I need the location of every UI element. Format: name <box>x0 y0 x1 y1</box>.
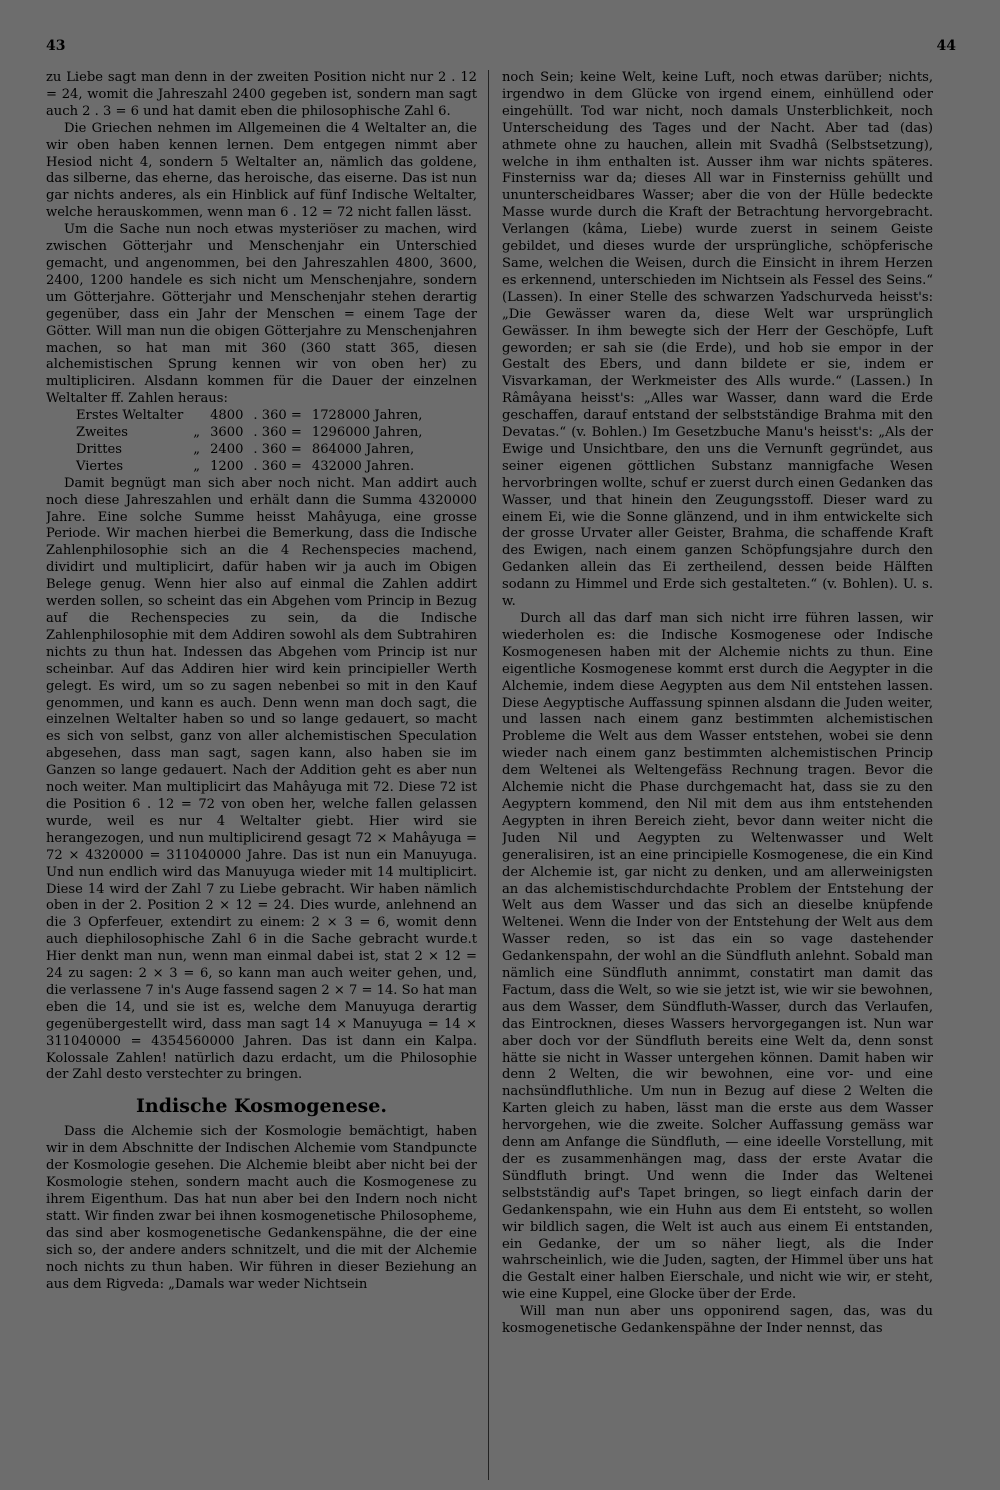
age-years: 4800 <box>210 408 244 424</box>
age-multiplier: . 360 = <box>253 425 302 441</box>
column-divider <box>488 70 489 1480</box>
age-ditto: „ <box>193 425 201 441</box>
right-paragraph-2: Durch all das darf man sich nicht irre führen lassen, wir wiederholen es: die Indische Kosmogenese oder Indische Kosmogenesen haben mit der Alchemie nichts zu thun. Eine eigentliche Kosmogenese kommt erst durch die Aegypter in die Alchemie, indem diese Aegypten aus dem Nil entstehen lassen. Diese Aegyptische Auffassung spinnen alsdann die Juden weiter, und lassen nach einem ganz bestimmten alchemistischen Probleme die Welt aus dem Wasser entstehen, wobei sie denn wieder nach einem ganz bestimmten alchemistischen Princip dem Weltenei als Weltengefäss Rechnung tragen. Bevor die Alchemie nicht die Phase durchgemacht hat, dass sie zu den Aegyptern kommend, den Nil mit dem aus ihm entstehenden Aegypten in ihren Bereich zieht, bevor dann weiter nicht die Juden Nil und Aegypten zu Weltenwasser und Welt generalisiren, ist an eine principielle Kosmogenese, die ein Kind der Alchemie ist, gar nicht zu denken, und am allerweinigsten an das alchemistischdurchdachte Problem der Entstehung der Welt aus dem Wasser und das sich an dieselbe knüpfende Weltenei. Wenn die Inder von der Entstehung der Welt aus dem Wasser reden, so ist das ein so vage dastehender Gedankenspahn, der wohl an die Sündfluth anlehnt. Sobald man nämlich eine Sündfluth annimmt, constatirt man damit das Factum, dass die Welt, so wie sie jetzt ist, wie wir sie bewohnen, aus dem Wasser, dem Sündfluth-Wasser, durch das Verlaufen, das Eintrocknen, dieses Wassers hervorgegangen ist. Nun war aber doch vor der Sündfluth bereits eine Welt da, denn sonst hätte sie nicht in Wasser untergehen können. Damit haben wir denn 2 Welten, die wir bewohnen, eine vor- und eine nachsündfluthliche. Um nun in Bezug auf diese 2 Welten die Karten gleich zu haben, lässt man die erste aus dem Wasser hervorgehen, wie die zweite. Solcher Auffassung gemäss war denn am Anfange die Sündfluth, — eine ideelle Vorstellung, mit der es zusammenhängen mag, dass der erste Avatar die Sündfluth bringt. Und wenn die Inder das Weltenei selbstständig auf's Tapet bringen, so liegt einfach darin der Gedankenspahn, wie ein Huhn aus dem Ei entsteht, so wollen wir bildlich sagen, die Welt ist auch aus einem Ei entstanden, ein Gedanke, der um so näher liegt, als die Inder wahrscheinlich, wie die Juden, sagten, der Himmel über uns hat die Gestalt einer halben Eierschale, und nicht wie wir, er steht, wie eine Kuppel, eine Glocke über der Erde. <box>502 611 933 1303</box>
age-years: 2400 <box>210 441 244 457</box>
table-row <box>76 408 432 425</box>
age-result: 1296000 Jahren, <box>311 425 423 441</box>
age-years: 3600 <box>210 425 244 441</box>
age-name: Zweites <box>76 425 128 441</box>
right-column <box>502 70 933 1480</box>
page-number-right: 44 <box>936 38 956 54</box>
age-multiplier: . 360 = <box>253 441 302 457</box>
left-paragraph-2: Die Griechen nehmen im Allgemeinen die 4 Weltalter an, die wir oben haben kennen lernen. Dem entgegen nimmt aber Hesiod nicht 4, sondern 5 Weltalter an, nämlich das goldene, das silberne, das eherne, das heroische, das eiserne. Das ist nun gar nichts anderes, als ein Hinblick auf fünf Indische Weltalter, welche herauskommen, wenn man 6 . 12 = 72 nicht fallen lässt. <box>46 120 477 221</box>
age-name: Viertes <box>76 458 124 474</box>
right-paragraph-1: noch Sein; keine Welt, keine Luft, noch etwas darüber; nichts, irgendwo in dem Glücke von irgend einem, einhüllend oder eingehüllt. Tod war nicht, noch damals Unsterblichkeit, noch Unterscheidung des Tages und der Nacht. Aber tad (das) athmete ohne zu hauchen, allein mit Svadhâ (Selbstsetzung), welche in ihm enthalten ist. Ausser ihm war nichts späteres. Finsterniss war da; dieses All war in Finsterniss gehüllt und ununterscheidbares Wasser; aber die von der Hülle bedeckte Masse wurde durch die Kraft der Betrachtung hervorgebracht. Verlangen (kâma, Liebe) wurde zuerst in seinem Geiste gebildet, und dieses wurde der ursprüngliche, schöpferische Same, welchen die Weisen, durch die Einsicht in ihrem Herzen es erkennend, unterschieden im Nichtsein als Fessel des Seins.“ (Lassen). In einer Stelle des schwarzen Yadschurveda heisst's: „Die Gewässer waren da, diese Welt war ursprünglich Gewässer. In ihm bewegte sich der Herr der Geschöpfe, Luft geworden; er sah sie (die Erde), und hob sie empor in der Gestalt des Ebers, und dann bildete er sie, indem er Visvarkaman, der Werkmeister des Alls wurde.“ (Lassen.) In Râmâyana heisst's: „Alles war Wasser, dann ward die Erde geschaffen, darauf entstand der selbstständige Brahma mit den Devatas.“ (v. Bohlen.) Im Gesetzbuche Manu's heisst's: „Als der Ewige und Unsichtbare, den uns die Vernunft gegründet, aus seiner eigenen göttlichen Substanz mannigfache Wesen hervorbringen wollte, schuf er zuerst durch einen Gedanken das Wasser, und that hinein den Zeugungsstoff. Dieser ward zu einem Ei, wie die Sonne glänzend, und in ihm entwickelte sich der grosse Urvater aller Geister, Brahma, die schaffende Kraft des Ewigen, nach einem ganzen Schöpfungsjahre durch den Gedanken allein das Ei zertheilend, dessen beide Hälften sodann zu Himmel und Erde sich gestalteten.“ (v. Bohlen). U. s. w. <box>502 70 933 610</box>
left-column <box>46 70 477 1480</box>
world-ages-table <box>76 408 432 476</box>
section-heading: Indische Kosmogenese. <box>136 1095 387 1118</box>
table-row <box>76 459 432 476</box>
left-paragraph-1: zu Liebe sagt man denn in der zweiten Position nicht nur 2 . 12 = 24, womit die Jahreszahl 2400 gegeben ist, sondern man sagt auch 2 . 3 = 6 und hat damit eben die philosophische Zahl 6. <box>46 70 477 119</box>
age-multiplier: . 360 = <box>253 408 302 424</box>
age-name: Erstes Weltalter <box>76 408 184 424</box>
left-paragraph-5: Dass die Alchemie sich der Kosmologie bemächtigt, haben wir in dem Abschnitte der Indischen Alchemie vom Standpuncte der Kosmologie gesehen. Die Alchemie bleibt aber nicht bei der Kosmologie stehen, sondern macht auch die Kosmogenese zu ihrem Eigenthum. Das hat nun aber bei den Indern noch nicht statt. Wir finden zwar bei ihnen kosmogenetische Philosopheme, das sind aber kosmogenetische Gedankenspähne, die der eine sich so, der andere anders schnitzelt, und die mit der Alchemie noch nichts zu thun haben. Wir führen in dieser Beziehung an aus dem Rigveda: „Damals war weder Nichtsein <box>46 1124 477 1292</box>
age-ditto: „ <box>193 441 201 457</box>
age-result: 432000 Jahren. <box>311 458 415 474</box>
age-multiplier: . 360 = <box>253 458 302 474</box>
left-paragraph-4: Damit begnügt man sich aber noch nicht. Man addirt auch noch diese Jahreszahlen und erhält dann die Summa 4320000 Jahre. Eine solche Summe heisst Mahâyuga, eine grosse Periode. Wir machen hierbei die Bemerkung, dass die Indische Zahlenphilosophie sich an die 4 Rechenspecies machend, dividirt und multiplicirt, dafür haben wir ja auch im Obigen Belege genug. Wenn hier also auf einmal die Zahlen addirt werden sollen, so scheint das ein Abgehen vom Princip in Bezug auf die Rechenspecies zu sein, da die Indische Zahlenphilosophie mit dem Addiren sowohl als dem Subtrahiren nichts zu thun hat. Indessen das Abgehen vom Princip ist nur scheinbar. Auf das Addiren hier wird kein principieller Werth gelegt. Es wird, um so zu sagen nebenbei so mit in den Kauf genommen, und kann es auch. Denn wenn man doch sagt, die einzelnen Weltalter haben so und so lange gedauert, so macht es sich von selbst, ganz von aller alchemistischen Speculation abgesehen, dass man sagt, sagen kann, also haben sie im Ganzen so lange gedauert. Nach der Addition geht es aber nun noch weiter. Man multiplicirt das Mahâyuga mit 72. Diese 72 ist die Position 6 . 12 = 72 von oben her, welche fallen gelassen wurde, weil es nur 4 Weltalter giebt. Hier wird sie herangezogen, und nun multiplicirend gesagt 72 × Mahâyuga = 72 × 4320000 = 311040000 Jahre. Das ist nun ein Manuyuga. Und nun endlich wird das Manuyuga wieder mit 14 multiplicirt. Diese 14 wird der Zahl 7 zu Liebe gebracht. Wir haben nämlich oben in der 2. Position 2 × 12 = 24. Dies wurde, anlehnend an die 3 Opferfeuer, extendirt zu einem: 2 × 3 = 6, womit denn auch diephilosophische Zahl 6 in die Sache gebracht wurde.t Hier denkt man nun, wenn man einmal dabei ist, stat 2 × 12 = 24 zu sagen: 2 × 3 = 6, so kann man auch weiter gehen, und, die verlassene 7 in's Auge fassend sagen 2 × 7 = 14. So hat man eben die 14, und sie ist es, welche dem Manuyuga derartig gegenübergestellt wird, dass man sagt 14 × Manuyuga = 14 × 311040000 = 4354560000 Jahren. Das ist dann ein Kalpa. Kolossale Zahlen! natürlich dazu erdacht, um die Philosophie der Zahl desto verstechter zu bringen. <box>46 475 477 1083</box>
age-ditto <box>193 408 210 425</box>
left-paragraph-3: Um die Sache nun noch etwas mysteriöser zu machen, wird zwischen Götterjahr und Menschenjahr ein Unterschied gemacht, und angenommen, bei den Jahreszahlen 4800, 3600, 2400, 1200 handele es sich nicht um Menschenjahre, sondern um Götterjahre. Götterjahr und Menschenjahr stehen derartig gegenüber, dass ein Jahr der Menschen = einem Tage der Götter. Will man nun die obigen Götterjahre zu Menschenjahren machen, so hat man mit 360 (360 statt 365, diesen alchemistischen Sprung kennen wir von oben her) zu multipliciren. Alsdann kommen für die Dauer der einzelnen Weltalter ff. Zahlen heraus: <box>46 222 477 407</box>
page-number-left: 43 <box>46 38 66 54</box>
age-ditto: „ <box>193 458 201 474</box>
table-row <box>76 442 432 459</box>
age-name: Drittes <box>76 441 122 457</box>
age-years: 1200 <box>210 458 244 474</box>
age-result: 1728000 Jahren, <box>311 408 423 424</box>
right-paragraph-3: Will man nun aber uns opponirend sagen, das, was du kosmogenetische Gedankenspähne der Inder nennst, das <box>502 1304 933 1337</box>
age-result: 864000 Jahren, <box>311 441 415 457</box>
table-row <box>76 425 432 442</box>
